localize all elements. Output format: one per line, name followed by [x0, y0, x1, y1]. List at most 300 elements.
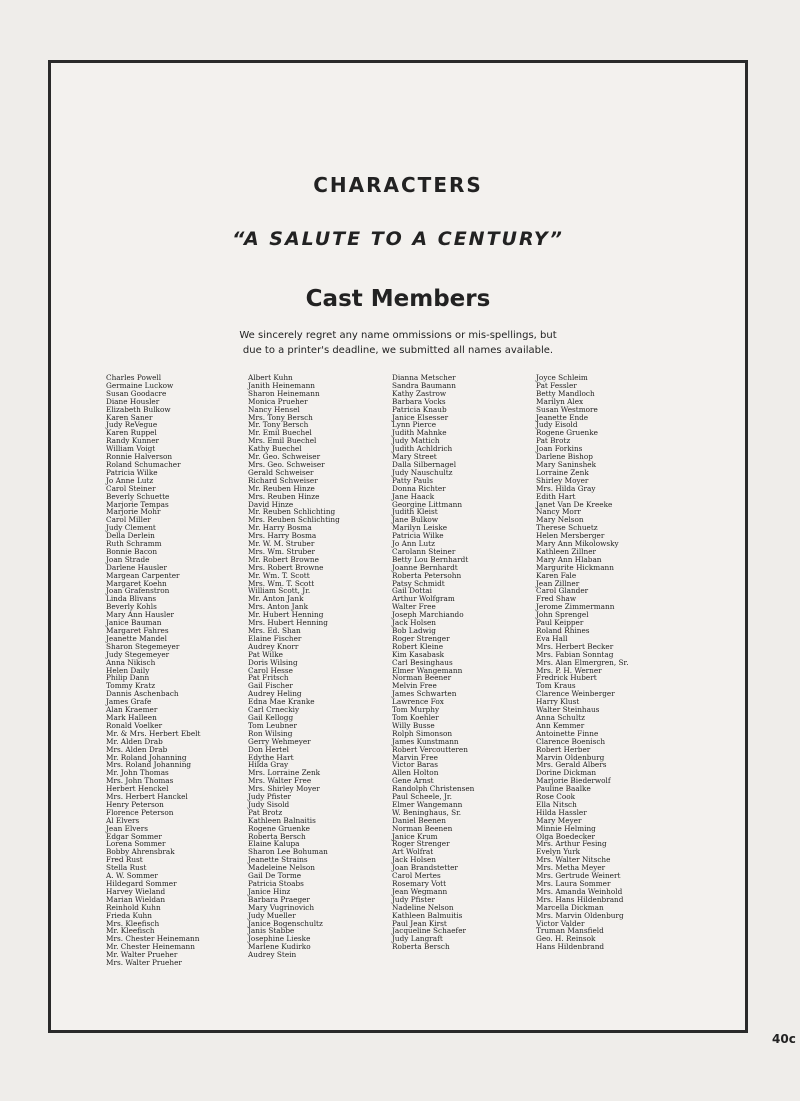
cast-member-name: Joan Brandstetter — [392, 863, 458, 873]
cast-member-name: Janice Krum — [392, 831, 438, 841]
cast-member-name: Donna Richter — [392, 483, 446, 493]
cast-member-name: Mrs. Fabian Sonntag — [536, 649, 614, 659]
cast-member-name: Mrs. Shirley Moyer — [248, 784, 320, 794]
cast-member-name: Judy Eisold — [536, 420, 578, 430]
cast-member-name: Mary Ann Mikolowsky — [536, 539, 619, 549]
cast-member-name: Harvey Wieland — [106, 886, 166, 896]
cast-member-name: Mary Street — [392, 452, 437, 462]
cast-member-name: Reinhold Kuhn — [106, 902, 161, 912]
cast-member-name: Roland Rhines — [536, 626, 590, 635]
cast-member-name: Robert Vercoutteren — [392, 744, 468, 754]
cast-member-name: Ronnie Halverson — [106, 452, 173, 462]
cast-member-name: Judy Pfister — [248, 792, 291, 802]
cast-member-name: Mrs. Walter Prueher — [106, 958, 182, 968]
cast-member-name: Roger Strenger — [392, 633, 450, 643]
cast-member-name: Roberta Bersch — [392, 942, 450, 952]
cast-member-name: Mrs. Anton Jank — [248, 602, 309, 612]
cast-member-name: Mrs. Walter Nitsche — [536, 855, 611, 865]
cast-member-name: Marjorie Biederwolf — [536, 776, 611, 786]
cast-member-name: Marvin Free — [392, 752, 438, 762]
cast-member-name: Kathy Buechel — [248, 444, 302, 454]
cast-member-name: Mrs. Herbert Hanckel — [106, 792, 188, 802]
cast-member-name: Karen Fale — [536, 570, 577, 580]
cast-member-name: Mrs. Kleefisch — [106, 918, 160, 928]
cast-member-name: Frieda Kuhn — [106, 910, 152, 920]
cast-member-name: Judy ReVegue — [106, 420, 158, 430]
cast-member-name: Janice Bauman — [106, 618, 162, 628]
cast-member-name: Fred Shaw — [536, 594, 577, 604]
cast-member-name: Joan Grafenstron — [106, 586, 170, 596]
cast-member-name: Mrs. Alan Elmergren, Sr. — [536, 657, 629, 667]
cast-member-name: William Voigt — [106, 444, 156, 454]
cast-member-name: Antoinette Finne — [536, 728, 599, 738]
cast-member-name: Anna Schultz — [536, 712, 585, 722]
cast-member-name: Helen Daily — [106, 665, 150, 675]
cast-member-name: Jack Holsen — [392, 855, 436, 865]
page-number: 40c — [772, 1032, 796, 1046]
cast-member-name: Ella Nitsch — [536, 799, 577, 809]
cast-member-name: Edythe Hart — [248, 752, 294, 762]
cast-member-name: Dianna Metscher — [392, 373, 456, 382]
cast-member-name: Janet Van De Kreeke — [536, 499, 613, 509]
cast-member-name: Mrs. Metha Meyer — [536, 863, 606, 873]
cast-member-name: Arthur Wolfgram — [392, 594, 455, 604]
cast-member-name: Mr. Alden Drab — [106, 736, 163, 746]
cast-member-name: A. W. Sommer — [106, 871, 158, 881]
cast-member-name: Mrs. Reuben Schlichting — [248, 515, 340, 525]
cast-member-name: Carl Crneckiy — [248, 705, 300, 715]
production-title: “A SALUTE TO A CENTURY” — [232, 228, 564, 250]
cast-member-name: Harry Klust — [536, 697, 580, 707]
cast-member-name: Mr. & Mrs. Herbert Ebelt — [106, 728, 201, 738]
cast-member-name: Elaine Fischer — [248, 633, 302, 643]
cast-member-name: Beverly Schuette — [106, 491, 170, 501]
cast-member-name: Mr. Robert Browne — [248, 554, 319, 564]
cast-member-name: Judy Pfister — [392, 894, 435, 904]
cast-member-name: Betty Lou Bernhardt — [392, 554, 469, 564]
cast-member-name: Sharon Stegemeyer — [106, 641, 180, 651]
cast-member-name: Judith Achldrich — [392, 444, 453, 454]
cast-member-name: Jeanette Strains — [248, 855, 308, 865]
cast-member-name: Bob Ladwig — [392, 626, 436, 635]
cast-member-name: Marcella Dickman — [536, 902, 604, 912]
cast-member-name: Ron Wilsing — [248, 728, 293, 738]
cast-member-name: Joanne Bernhardt — [392, 562, 458, 572]
cast-member-name: Tom Leubner — [248, 720, 297, 730]
cast-member-name: Jeanette Ende — [536, 412, 589, 422]
cast-member-name: Jane Haack — [392, 491, 435, 501]
cast-member-name: Patricia Knaub — [392, 404, 447, 414]
cast-member-name: Gail De Torme — [248, 871, 302, 881]
cast-member-name: Don Hertel — [248, 744, 290, 754]
cast-member-name: Fredrick Hubert — [536, 673, 597, 683]
cast-member-name: Marjorie Tempas — [106, 499, 169, 509]
cast-member-name: Hans Hildenbrand — [536, 942, 605, 952]
cast-member-name: Marilyn Leiske — [392, 523, 448, 533]
cast-member-name: Dannis Aschenbach — [106, 689, 179, 699]
cast-member-name: Elmer Wangemann — [392, 665, 463, 675]
cast-member-name: Janice Elsesser — [392, 412, 449, 422]
cast-member-name: Mr. Anton Jank — [248, 594, 304, 604]
cast-member-name: Madeleine Nelson — [248, 863, 316, 873]
cast-member-name: Linda Blivans — [106, 594, 157, 604]
cast-member-name: Mrs. Roland Johanning — [106, 760, 192, 770]
cast-member-name: Rolph Simonson — [392, 728, 453, 738]
cast-member-name: Rogene Gruenke — [248, 823, 310, 833]
cast-member-name: Albert Kuhn — [248, 373, 293, 382]
cast-member-name: Elaine Kalupa — [248, 839, 300, 849]
cast-member-name: Darlene Hausler — [106, 562, 167, 572]
cast-member-name: Judy Clement — [106, 523, 156, 533]
cast-member-name: Mary Ann Hausler — [106, 610, 175, 620]
cast-member-name: Gail Kellogg — [248, 712, 294, 722]
cast-member-name: Helen Mersberger — [536, 531, 605, 541]
cast-member-name: Edgar Sommer — [106, 831, 162, 841]
cast-member-name: Mrs. Alden Drab — [106, 744, 168, 754]
cast-member-name: Florence Peterson — [106, 807, 174, 817]
cast-member-name: Carol Hesse — [248, 665, 293, 675]
cast-member-name: Paul Scheele, Jr. — [392, 792, 452, 802]
cast-member-name: Mrs. Amanda Weinhold — [536, 886, 623, 896]
cast-member-name: Joseph Marchiando — [392, 610, 464, 620]
cast-member-name: Mrs. Herbert Becker — [536, 641, 614, 651]
cast-member-name: Lorraine Zenk — [536, 467, 589, 477]
cast-member-name: Roberta Bersch — [248, 831, 306, 841]
cast-member-name: Jeanette Mandel — [106, 633, 167, 643]
cast-member-name: Jo Anne Lutz — [106, 475, 154, 485]
cast-column-3 — [392, 374, 474, 951]
cast-member-name: Pat Brotz — [536, 436, 571, 446]
cast-member-name: Victor Valder — [536, 918, 585, 928]
cast-member-name: Patricia Wilke — [392, 531, 444, 541]
cast-member-name: Robert Herber — [536, 744, 591, 754]
cast-member-name: Olga Boedecker — [536, 831, 596, 841]
cast-member-name: Jean Wegmann — [392, 886, 448, 896]
cast-member-name: Josephine Lieske — [248, 934, 311, 944]
cast-member-name: Mr. Wm. T. Scott — [248, 570, 310, 580]
cast-member-name: Roger Strenger — [392, 839, 450, 849]
cast-member-name: Mary Saninshek — [536, 459, 597, 469]
cast-member-name: Randy Kunner — [106, 436, 160, 446]
cast-member-name: Kathleen Balnaitis — [248, 815, 316, 825]
cast-member-name: Mrs. Arthur Fesing — [536, 839, 607, 849]
cast-member-name: Herbert Henckel — [106, 784, 169, 794]
cast-member-name: Elmer Wangemann — [392, 799, 463, 809]
cast-member-name: Minnie Helming — [536, 823, 596, 833]
cast-member-name: Darlene Bishop — [536, 452, 593, 462]
cast-member-name: W. Beninghaus, Sr. — [392, 807, 462, 817]
cast-member-name: Carol Glander — [536, 586, 589, 596]
cast-member-name: Marjorie Mohr — [106, 507, 161, 517]
cast-member-name: Sandra Baumann — [392, 380, 456, 390]
cast-member-name: Judy Sisold — [248, 799, 290, 809]
cast-member-name: Janice Bogenschultz — [248, 918, 323, 928]
cast-member-name: Evelyn Yurk — [536, 847, 581, 857]
cast-member-name: Charles Powell — [106, 373, 162, 382]
cast-member-name: Kathleen Zillner — [536, 546, 596, 556]
cast-member-name: Henry Peterson — [106, 799, 164, 809]
cast-member-name: Tom Koehler — [392, 712, 439, 722]
cast-member-name: Gail Fischer — [248, 681, 293, 691]
cast-member-name: Margaret Koehn — [106, 578, 167, 588]
cast-member-name: Mark Halleen — [106, 712, 157, 722]
cast-member-name: Mrs. Hans Hildenbrand — [536, 894, 624, 904]
cast-member-name: Carl Besinghaus — [392, 657, 453, 667]
cast-member-name: Carolann Steiner — [392, 546, 456, 556]
cast-member-name: Mrs. Emil Buechel — [248, 436, 317, 446]
cast-member-name: Mrs. Hubert Henning — [248, 618, 328, 628]
cast-member-name: Therese Schuetz — [536, 523, 598, 533]
cast-member-name: Janith Heinemann — [248, 380, 315, 390]
cast-member-name: Mrs. Tony Bersch — [248, 412, 313, 422]
cast-member-name: Clarence Boenisch — [536, 736, 606, 746]
cast-member-name: Marilyn Alex — [536, 396, 584, 406]
cast-member-name: Nancy Morr — [536, 507, 581, 517]
cast-member-name: Mr. Chester Heinemann — [106, 942, 195, 952]
cast-member-name: Edna Mae Kranke — [248, 697, 315, 707]
cast-member-name: Mary Nelson — [536, 515, 584, 525]
cast-member-name: Jacqueline Schaefer — [392, 926, 467, 936]
cast-member-name: Rogene Gruenke — [536, 428, 598, 438]
cast-member-name: Nadeline Nelson — [392, 902, 454, 912]
cast-member-name: Anna Nikisch — [106, 657, 156, 667]
cast-member-name: Kathy Zastrow — [392, 388, 447, 398]
cast-member-name: Audrey Stein — [248, 950, 297, 960]
cast-member-name: Victor Baras — [392, 760, 438, 770]
cast-member-name: Robert Kleine — [392, 641, 444, 651]
cast-member-name: Patricia Wilke — [106, 467, 158, 477]
cast-member-name: Carol Steiner — [106, 483, 156, 493]
cast-member-name: Joan Strade — [106, 554, 150, 564]
cast-members-heading: Cast Members — [305, 286, 491, 312]
cast-member-name: Jo Ann Lutz — [392, 539, 435, 549]
cast-member-name: Monica Prueher — [248, 396, 308, 406]
cast-member-name: Paul Keipper — [536, 618, 584, 628]
cast-member-name: Judith Kleist — [392, 507, 438, 517]
cast-member-name: John Sprengel — [536, 610, 589, 620]
cast-member-name: William Scott, Jr. — [248, 586, 311, 596]
cast-member-name: Jean Zillner — [536, 578, 580, 588]
cast-member-name: Patsy Schmidt — [392, 578, 445, 588]
cast-member-name: Mr. Reuben Schlichting — [248, 507, 336, 517]
cast-member-name: Mr. Hubert Henning — [248, 610, 324, 620]
cast-member-name: Hilda Hassler — [536, 807, 587, 817]
cast-member-name: Tommy Kratz — [106, 681, 156, 691]
cast-member-name: Ann Kemmer — [536, 720, 585, 730]
cast-member-name: Beverly Kohls — [106, 602, 157, 612]
cast-member-name: Janice Hinz — [248, 886, 291, 896]
cast-member-name: Jerome Zimmermann — [536, 602, 615, 612]
cast-member-name: Marian Wieldan — [106, 894, 166, 904]
cast-column-2 — [248, 374, 340, 959]
cast-member-name: Mrs. Harry Bosma — [248, 531, 317, 541]
cast-member-name: Judy Mueller — [248, 910, 296, 920]
cast-member-name: Norman Beenen — [392, 823, 453, 833]
cast-member-name: Margean Carpenter — [106, 570, 180, 580]
cast-member-name: Alan Kraemer — [106, 705, 158, 715]
cast-member-name: Shirley Moyer — [536, 475, 589, 485]
characters-heading: CHARACTERS — [313, 173, 483, 197]
cast-member-name: Kim Kasabask — [392, 649, 445, 659]
cast-member-name: Mrs. Ed. Shan — [248, 626, 301, 635]
cast-member-name: Walter Steinhaus — [536, 705, 600, 715]
cast-member-name: Mrs. Laura Sommer — [536, 879, 611, 888]
cast-member-name: Pauline Baalke — [536, 784, 591, 794]
cast-member-name: Daniel Beenen — [392, 815, 446, 825]
cast-member-name: Jack Holsen — [392, 618, 436, 628]
cast-member-name: Mrs. Reuben Hinze — [248, 491, 320, 501]
cast-member-name: Mary Ann Hlaban — [536, 554, 602, 564]
apology-note-line: We sincerely regret any name ommissions or mis-spellings, but — [239, 330, 557, 341]
cast-member-name: Randolph Christensen — [392, 784, 475, 794]
cast-member-name: Geo. H. Reinsok — [536, 934, 596, 944]
cast-member-name: Pat Brotz — [248, 807, 283, 817]
cast-column-4 — [536, 374, 629, 951]
cast-member-name: Karen Ruppel — [106, 428, 157, 438]
cast-member-name: Germaine Luckow — [106, 380, 174, 390]
cast-member-name: Rosemary Vott — [392, 879, 447, 888]
cast-member-name: Mrs. Gerald Albers — [536, 760, 607, 770]
cast-member-name: Paul Jean Kirst — [392, 918, 447, 928]
cast-member-name: James Grafe — [106, 697, 152, 707]
cast-member-name: Mrs. Gertrude Weinert — [536, 871, 621, 881]
cast-member-name: Gail Dottai — [392, 586, 432, 596]
cast-member-name: Pat Fessler — [536, 380, 577, 390]
page-frame — [48, 60, 748, 1033]
cast-member-name: Audrey Knorr — [248, 641, 299, 651]
cast-member-name: Joyce Schleim — [536, 373, 588, 382]
cast-member-name: Mrs. Marvin Oldenburg — [536, 910, 624, 920]
cast-member-name: David Hinze — [248, 499, 294, 509]
cast-column-1 — [106, 374, 200, 967]
cast-member-name: Judy Mattich — [392, 436, 440, 446]
cast-member-name: Mrs. Robert Browne — [248, 562, 324, 572]
cast-member-name: James Kunstmann — [392, 736, 459, 746]
cast-member-name: Ronald Voelker — [106, 720, 163, 730]
cast-member-name: Mr. Roland Johanning — [106, 752, 187, 762]
cast-member-name: Joan Forkins — [536, 444, 583, 454]
cast-member-name: Diane Housler — [106, 396, 160, 406]
cast-member-name: Pat Wilke — [248, 649, 283, 659]
cast-member-name: Elizabeth Bulkow — [106, 404, 171, 414]
cast-member-name: Mrs. Hilda Gray — [536, 483, 596, 493]
cast-member-name: Patricia Stoabs — [248, 879, 304, 888]
cast-member-name: Mr. Walter Prueher — [106, 950, 178, 960]
cast-member-name: Gerry Wehmeyer — [248, 736, 311, 746]
cast-member-name: Judy Stegemeyer — [106, 649, 170, 659]
cast-member-name: Mr. Reuben Hinze — [248, 483, 315, 493]
cast-member-name: Dorine Dickman — [536, 768, 597, 778]
cast-member-name: Judy Nauschultz — [392, 467, 453, 477]
cast-member-name: Norman Beener — [392, 673, 452, 683]
cast-member-name: Roberta Petersohn — [392, 570, 462, 580]
cast-member-name: Della Derlein — [106, 531, 155, 541]
cast-member-name: Al Elvers — [106, 815, 140, 825]
cast-member-name: Ruth Schramm — [106, 539, 162, 549]
cast-member-name: Rose Cook — [536, 792, 576, 802]
cast-member-name: Clarence Weinberger — [536, 689, 615, 699]
apology-note — [51, 328, 745, 358]
cast-member-name: Lawrence Fox — [392, 697, 444, 707]
cast-member-name: Mrs. Walter Free — [248, 776, 312, 786]
cast-member-name: Janis Stabbe — [248, 926, 295, 936]
cast-member-name: Mr. Harry Bosma — [248, 523, 312, 533]
cast-member-name: Karen Saner — [106, 412, 153, 422]
cast-member-name: Susan Westmore — [536, 404, 598, 414]
cast-member-name: Susan Goodacre — [106, 388, 167, 398]
cast-member-name: Gerald Schweiser — [248, 467, 314, 477]
cast-member-name: Marvin Oldenburg — [536, 752, 605, 762]
cast-member-name: Gene Arnst — [392, 776, 434, 786]
cast-member-name: Lorena Sommer — [106, 839, 166, 849]
cast-member-name: Jean Elvers — [106, 823, 148, 833]
cast-member-name: Mrs. P. H. Werner — [536, 665, 602, 675]
cast-member-name: Nancy Hensel — [248, 404, 300, 414]
cast-member-name: Mrs. Wm. T. Scott — [248, 578, 315, 588]
cast-member-name: Barbara Praeger — [248, 894, 310, 904]
cast-member-name: Margaret Fahres — [106, 626, 169, 635]
cast-member-name: Melvin Free — [392, 681, 437, 691]
cast-member-name: Richard Schweiser — [248, 475, 318, 485]
cast-member-name: Roland Schumacher — [106, 459, 181, 469]
cast-member-name: Judith Mahnke — [392, 428, 447, 438]
cast-member-name: Mrs. Chester Heinemann — [106, 934, 200, 944]
cast-member-name: Bobby Ahrensbrak — [106, 847, 175, 857]
cast-member-name: Art Wolfrat — [392, 847, 434, 857]
cast-member-name: Edith Hart — [536, 491, 576, 501]
cast-member-name: Walter Free — [392, 602, 436, 612]
cast-member-name: Stella Rust — [106, 863, 147, 873]
cast-member-name: Mrs. John Thomas — [106, 776, 174, 786]
cast-member-name: Barbara Vocks — [392, 396, 446, 406]
cast-member-name: Willy Busse — [392, 720, 435, 730]
cast-member-name: Mr. Tony Bersch — [248, 420, 309, 430]
cast-member-name: Allen Holton — [392, 768, 439, 778]
cast-member-name: Judy Langraft — [392, 934, 443, 944]
cast-member-name: Jane Bulkow — [392, 515, 439, 525]
cast-member-name: Mr. W. M. Struber — [248, 539, 315, 549]
cast-member-name: Dalla Silbernagel — [392, 459, 457, 469]
cast-member-name: Pat Fritsch — [248, 673, 289, 683]
cast-member-name: Philip Dann — [106, 673, 150, 683]
cast-member-name: Margurite Hickmann — [536, 562, 614, 572]
cast-member-name: Sharon Heinemann — [248, 388, 320, 398]
cast-member-name: Bonnie Bacon — [106, 546, 158, 556]
cast-member-name: Sharon Lee Bohuman — [248, 847, 328, 857]
cast-member-name: Mrs. Geo. Schweiser — [248, 459, 325, 469]
cast-member-name: Audrey Heling — [248, 689, 302, 699]
cast-member-name: Mrs. Wm. Struber — [248, 546, 315, 556]
cast-member-name: Hildegard Sommer — [106, 879, 177, 888]
cast-member-name: Lynn Pierce — [392, 420, 437, 430]
cast-member-name: Mr. John Thomas — [106, 768, 169, 778]
cast-member-name: Mary Meyer — [536, 815, 582, 825]
cast-member-name: Betty Mandloch — [536, 388, 595, 398]
cast-member-name: Mr. Emil Buechel — [248, 428, 312, 438]
cast-member-name: Mary Vugrinovich — [248, 902, 315, 912]
cast-member-name: Hilda Gray — [248, 760, 289, 770]
cast-member-name: Marlene Kudirko — [248, 942, 311, 952]
cast-member-name: Doris Wilsing — [248, 657, 298, 667]
cast-member-name: James Schwarten — [392, 689, 457, 699]
cast-member-name: Patty Pauls — [392, 475, 433, 485]
cast-member-name: Kathleen Balmuitis — [392, 910, 463, 920]
cast-member-name: Eva Hall — [536, 633, 568, 643]
apology-note-line: due to a printer's deadline, we submitted all names available. — [242, 345, 554, 356]
cast-member-name: Carol Miller — [106, 515, 151, 525]
cast-member-name: Carol Mertes — [392, 871, 441, 881]
cast-member-name: Mr. Kleefisch — [106, 926, 155, 936]
